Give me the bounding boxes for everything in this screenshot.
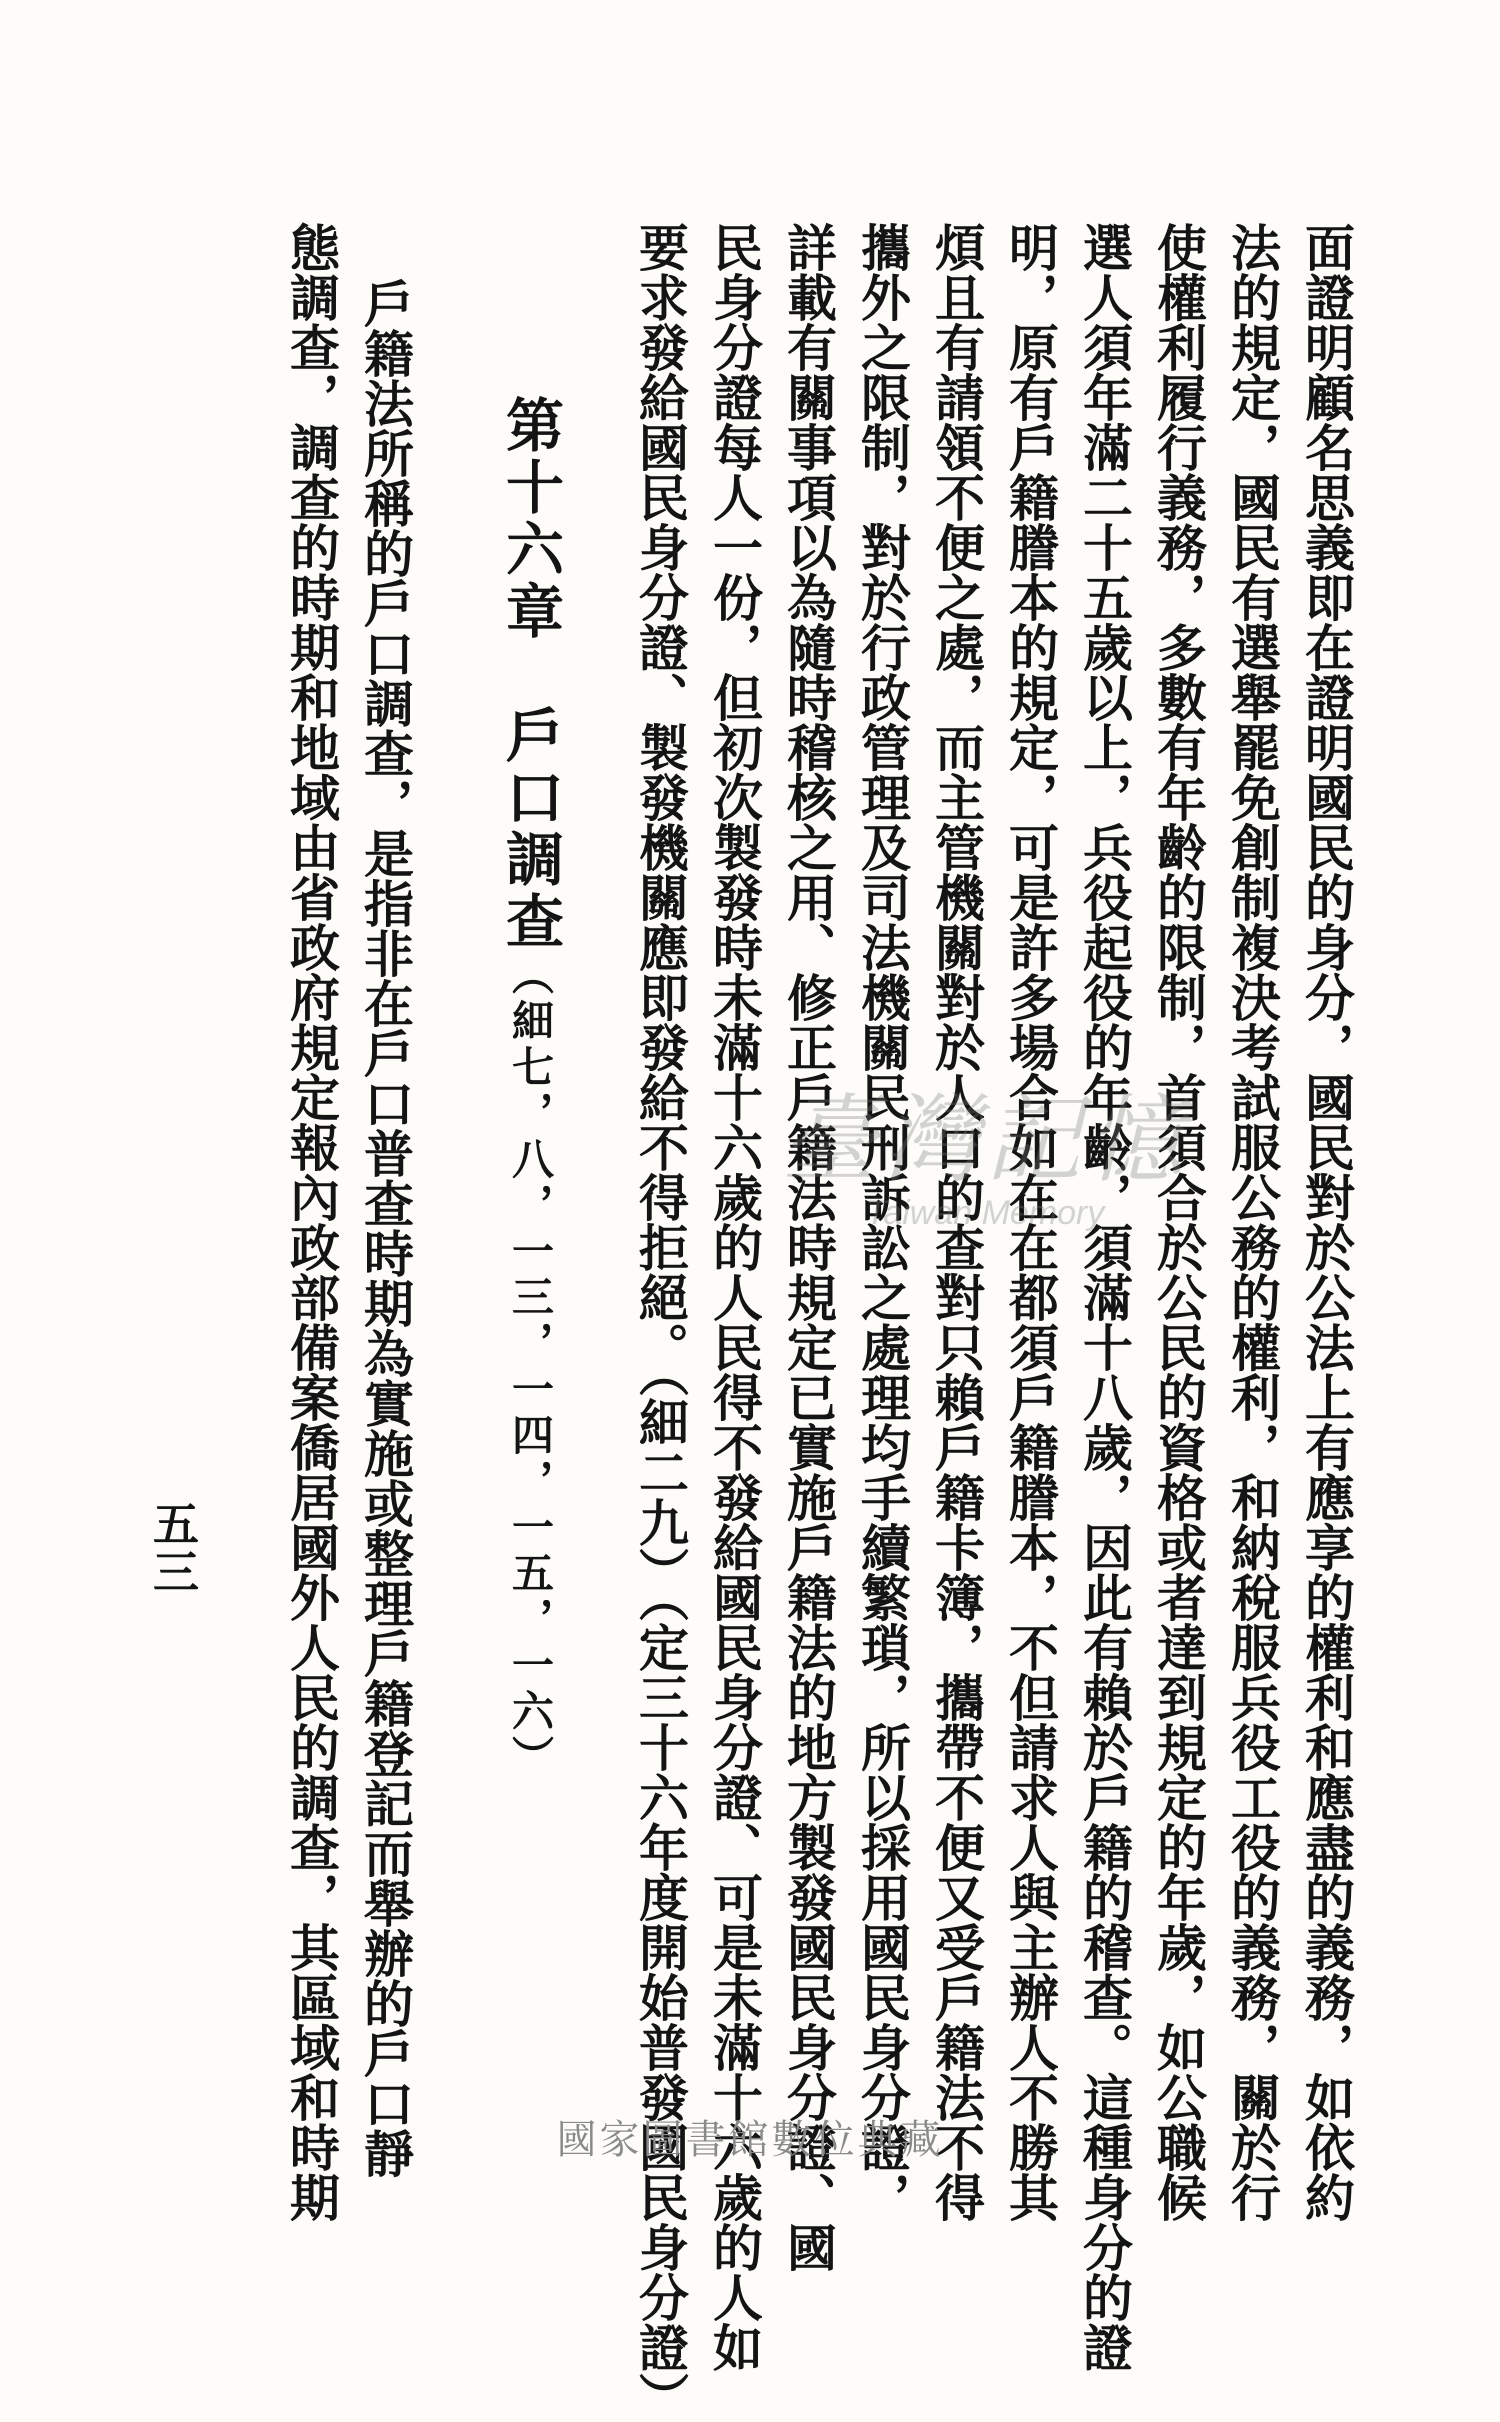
watermark-text: 臺灣記憶 xyxy=(781,1084,1189,1196)
text-column: 詳載有關事項以為隨時稽核之用、修正戶籍法時規定已實施戶籍法的地方製發國民身分證、國 xyxy=(779,222,838,2272)
text-column: 面證明顧名思義即在證明國民的身分，國民對於公法上有應享的權利和應盡的義務，如依約 xyxy=(1297,222,1356,2222)
chapter-heading xyxy=(496,395,564,1875)
text-column: 態調查，調查的時期和地域由省政府規定報內政部備案僑居國外人民的調查，其區域和時期 xyxy=(282,222,341,2222)
text-column: 選人須年滿二十五歲以上，兵役起役的年齡，須滿十八歲，因此有賴於戶籍的稽查。這種身分的證 xyxy=(1075,222,1134,2372)
chapter-note: （細七，八，一三，一四，一五，一六） xyxy=(506,953,555,1781)
text-column: 戶籍法所稱的戶口調查，是指非在戶口普查時期為實施或整理戶籍登記而舉辦的戶口靜 xyxy=(356,278,415,2178)
chapter-title: 第十六章 戶口調查 xyxy=(496,395,564,953)
text-column: 煩且有請領不便之處，而主管機關對於人口的查對只賴戶籍卡簿，攜帶不便又受戶籍法不得 xyxy=(927,222,986,2222)
text-column: 法的規定，國民有選舉罷免創制複決考試服公務的權利，和納稅服兵役工役的義務，關於行 xyxy=(1223,222,1282,2222)
watermark-subtext: Taiwan Memory xyxy=(865,1194,1105,1232)
page-number: 五三 xyxy=(146,1500,200,1596)
footer-credit: 國家圖書館數位典藏 xyxy=(556,2117,944,2163)
text-column: 明，原有戶籍謄本的規定，可是許多場合如在在都須戶籍謄本，不但請求人與主辦人不勝其 xyxy=(1001,222,1060,2222)
text-column: 民身分證每人一份，但初次製發時未滿十六歲的人民得不發給國民身分證、可是未滿十六歲的人如 xyxy=(705,222,764,2372)
text-column: 攜外之限制，對於行政管理及司法機關民刑訴訟之處理均手續繁瑣，所以採用國民身分證， xyxy=(853,222,912,2222)
text-column: 要求發給國民身分證、製發機關應即發給不得拒絕。（細二九）（定三十六年度開始普發國民身分證） xyxy=(631,222,690,2422)
text-column: 使權利履行義務，多數有年齡的限制，首須合於公民的資格或者達到規定的年歲，如公職候 xyxy=(1149,222,1208,2222)
